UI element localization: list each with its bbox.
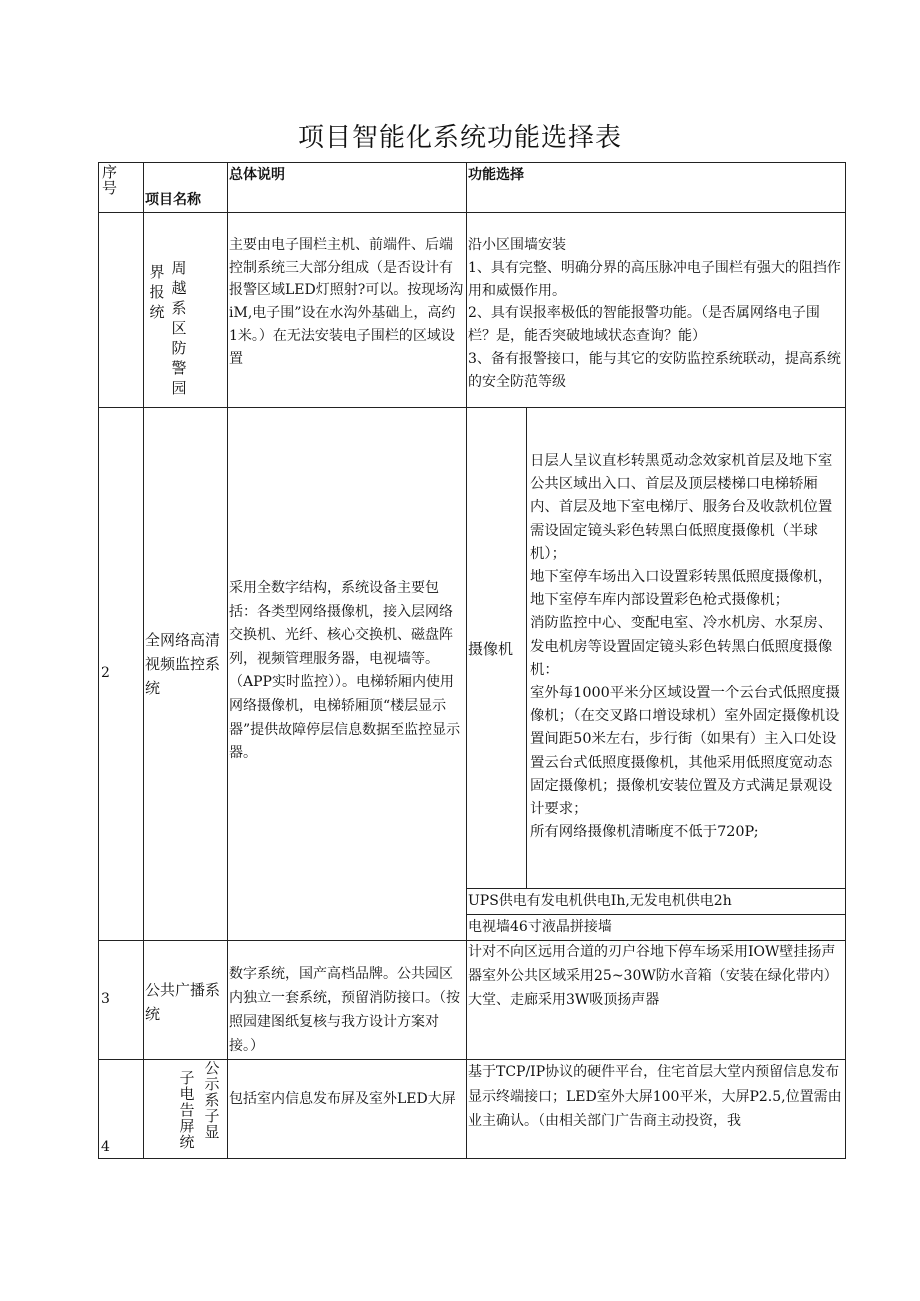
table-border-bottom <box>98 1158 846 1159</box>
row2-ups: UPS供电有发电机供电Ih,无发电机供电2h <box>468 893 732 909</box>
row3-seq: 3 <box>101 991 110 1007</box>
row3-name: 公共广播系统 <box>145 981 221 1023</box>
header-seq: 序号 <box>102 163 118 197</box>
sub-col-divider <box>526 407 527 888</box>
table-border-left <box>98 162 99 1159</box>
row-divider <box>98 212 846 213</box>
row1-name-right: 周越系区防警园 <box>171 259 187 397</box>
row3-func: 计对不向区远用合道的刃户谷地下停车场采用IOW壁挂扬声器室外公共区域采用25~30W防水音箱（安装在绿化带内）大堂、走廊采用3W吸顶扬声器 <box>468 944 838 1008</box>
row4-name-left: 子电告屏统 <box>179 1069 195 1151</box>
row2-desc: 采用全数字结构，系统设备主要包括：各类型网络摄像机，接入层网络交换机、光纤、核心交换机、磁盘阵列，视频管理服务器，电视墙等。（APP实时监控））。电梯轿厢内使用网络摄像机，电梯轿厢顶“楼层显示器”提供故障停层信息数据至监控显示器。 <box>229 580 461 762</box>
col-divider <box>143 162 144 1159</box>
row1-func: 沿小区围墙安装 1、具有完整、明确分界的高压脉冲电子围栏有强大的阻挡作用和威慑作用。 2、具有误报率极低的智能报警功能。（是否属网络电子围栏？是，能否突破地域状态查询？能） 3、备有报警接口，能与其它的安防监控系统联动，提高系统的安全防范等级 <box>468 237 841 390</box>
row2-wall: 电视墙46寸液晶拼接墙 <box>468 919 612 935</box>
table-border-right <box>845 162 846 1159</box>
sub-row-divider <box>466 914 846 915</box>
function-table <box>98 162 846 1159</box>
row4-seq: 4 <box>101 1139 110 1155</box>
header-func: 功能选择 <box>468 167 524 183</box>
row1-desc: 主要由电子围栏主机、前端件、后端控制系统三大部分组成（是否设计有报警区域LED灯照射?可以。按现场沟iM,电子围”设在水沟外基础上，高约1米。）在无法安装电子围栏的区域设置 <box>229 237 464 367</box>
header-desc: 总体说明 <box>229 167 285 183</box>
header-name: 项目名称 <box>145 192 201 208</box>
col-divider <box>227 162 228 1159</box>
row-divider <box>98 407 846 408</box>
row3-desc: 数字系统，国产高档品牌。公共园区内独立一套系统，预留消防接口。（按照园建图纸复核与我方设计方案对接。） <box>229 966 460 1054</box>
row2-sub-label: 摄像机 <box>468 640 514 658</box>
table-border-top <box>98 162 846 163</box>
page-title: 项目智能化系统功能选择表 <box>297 123 622 153</box>
row2-name: 全网络高清视频监控系统 <box>145 631 221 697</box>
row2-sub-text: 日层人呈议直杉转黑觅动念效家机首层及地下室公共区域出入口、首层及顶层楼梯口电梯轿厢内、首层及地下室电梯厅、服务台及收款机位置需设固定镜头彩色转黑白低照度摄像机（半球机）； 地下室停车场出入口设置彩转黑低照度摄像机，地下室停车库内部设置彩色枪式摄像机； 消防监控中心、变配电室、冷水机房、水泵房、发电机房等设置固定镜头彩色转黑白低照度摄像机： 室外每1000平米分区域设置一个云台式低照度摄像机；（在交叉路口增设球机）室外固定摄像机设置间距50米左右，步行街（如果有）主入口处设置云台式低照度摄像机，其他采用低照度宽动态固定摄像机；摄像机安装位置及方式满足景观设计要求； 所有网络摄像机清晰度不低于720P; <box>530 453 841 841</box>
sub-row-divider <box>466 888 846 889</box>
row1-name-left: 界报统 <box>149 263 165 321</box>
col-divider <box>466 162 467 1159</box>
row4-func: 基于TCP/IP协议的硬件平台，住宅首层大堂内预留信息发布显示终端接口；LED室外大屏100平米，大屏P2.5,位置需由业主确认。（由相关部门广告商主动投资，我 <box>468 1064 842 1129</box>
row4-desc: 包括室内信息发布屏及室外LED大屏 <box>229 1091 456 1107</box>
row4-name-right: 公示系子显 <box>204 1059 220 1141</box>
row2-seq: 2 <box>101 665 110 681</box>
